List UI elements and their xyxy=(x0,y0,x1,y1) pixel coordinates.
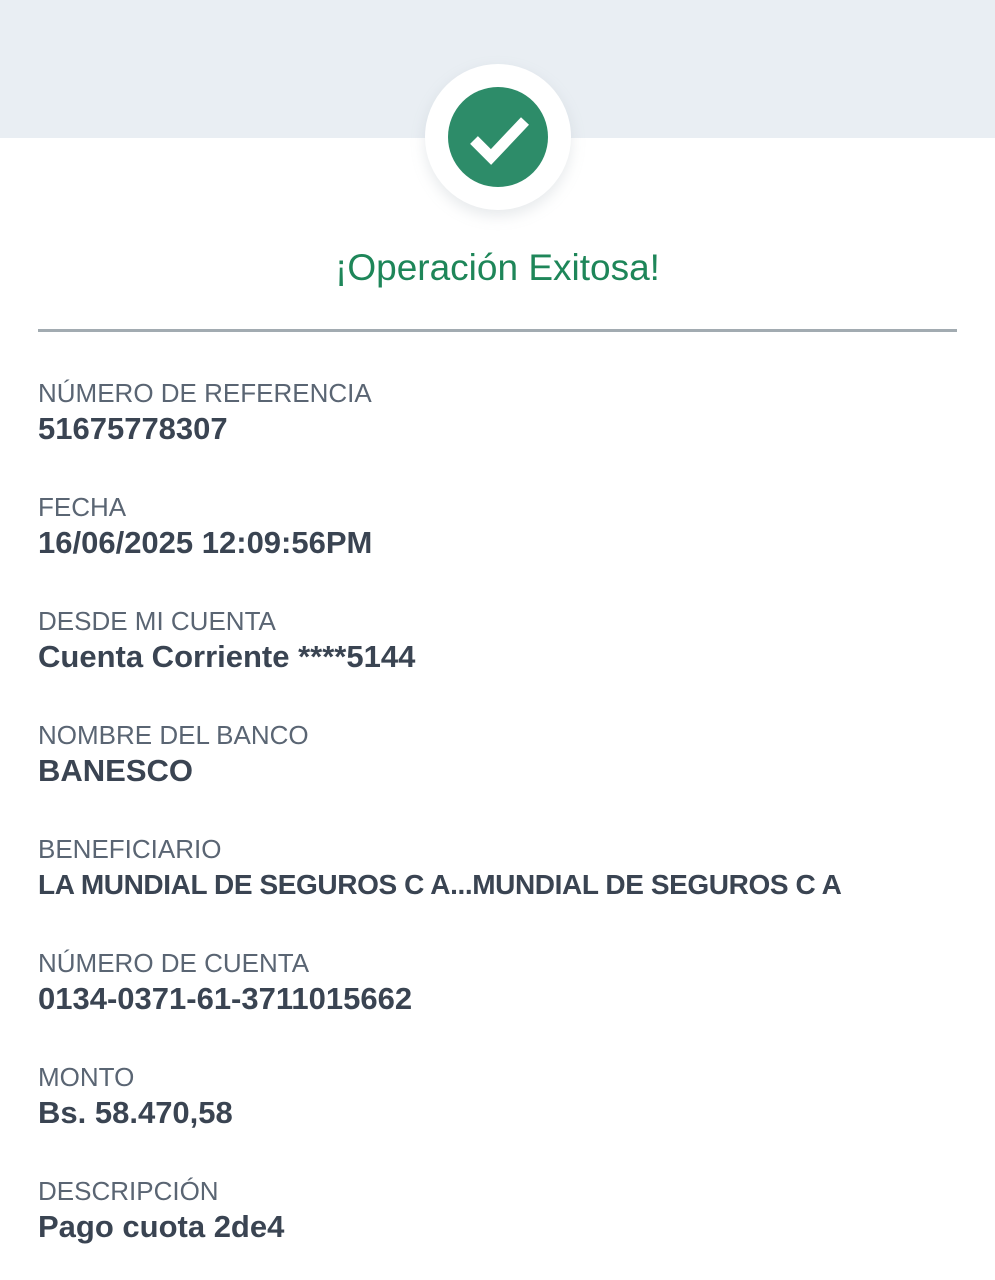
receipt-fields xyxy=(0,332,995,1246)
field-value: Pago cuota 2de4 xyxy=(38,1209,285,1244)
field-description xyxy=(38,1174,957,1246)
check-icon xyxy=(448,87,548,187)
field-value: BANESCO xyxy=(38,753,194,788)
field-label: NOMBRE DEL BANCO xyxy=(38,720,309,750)
field-value: Bs. 58.470,58 xyxy=(38,1095,233,1130)
field-label: NÚMERO DE CUENTA xyxy=(38,948,310,978)
field-label: DESDE MI CUENTA xyxy=(38,606,276,636)
field-date xyxy=(38,490,957,562)
page-title: ¡Operación Exitosa! xyxy=(335,247,660,288)
field-label: BENEFICIARIO xyxy=(38,834,222,864)
field-value: Cuenta Corriente ****5144 xyxy=(38,639,416,674)
field-value: 16/06/2025 12:09:56PM xyxy=(38,525,373,560)
field-value: 0134-0371-61-3711015662 xyxy=(38,981,413,1016)
field-label: MONTO xyxy=(38,1062,135,1092)
field-value: LA MUNDIAL DE SEGUROS C A...MUNDIAL DE SEGUROS C A xyxy=(38,869,842,900)
field-label: FECHA xyxy=(38,492,127,522)
field-account-number xyxy=(38,946,957,1018)
field-reference-number xyxy=(38,376,957,448)
field-value: 51675778307 xyxy=(38,411,228,446)
field-label: NÚMERO DE REFERENCIA xyxy=(38,378,372,408)
field-label: DESCRIPCIÓN xyxy=(38,1176,219,1206)
field-beneficiary xyxy=(38,832,957,904)
field-from-account xyxy=(38,604,957,676)
success-badge xyxy=(425,64,571,210)
field-bank-name xyxy=(38,718,957,790)
field-amount xyxy=(38,1060,957,1132)
